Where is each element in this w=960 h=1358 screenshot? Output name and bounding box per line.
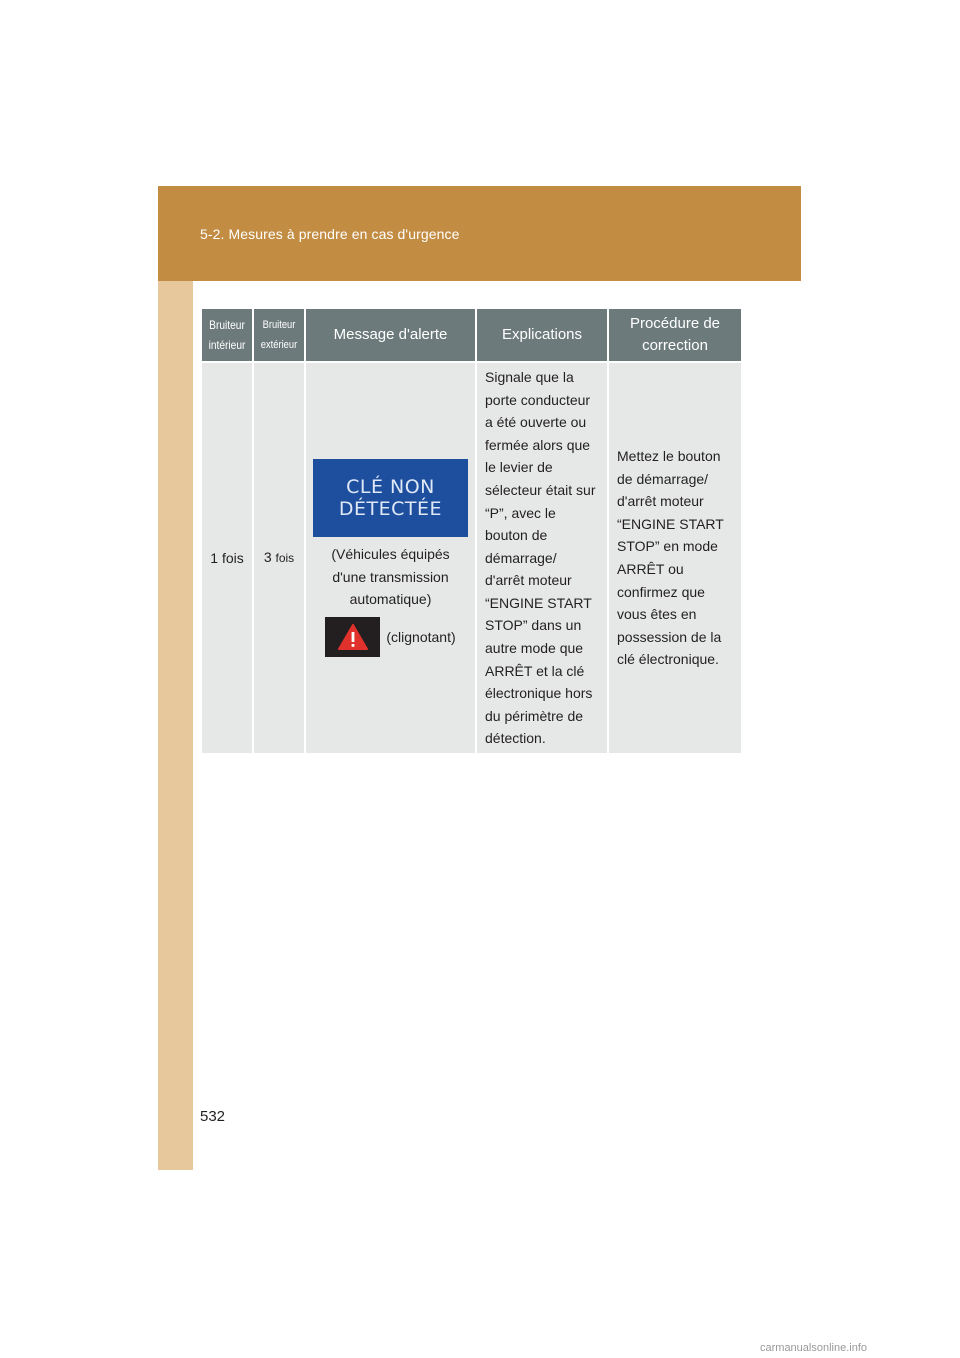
display-line: DÉTECTÉE [338,498,443,521]
watermark: carmanualsonline.info [760,1342,868,1354]
vehicle-note: (Véhicules équipés d'une transmission automatique) [331,546,450,608]
flashing-indicator [306,617,475,657]
table-row [202,361,741,753]
page-side-strip [158,186,193,1170]
flash-label: (clignotant) [386,628,456,645]
page-number: 532 [200,1108,226,1125]
header-interior-buzzer: Bruiteur intérieur [202,309,254,361]
explanation-cell: Signale que la porte conducteur a été ouverte ou fermée alors que le levier de sélecteur était sur “P”, avec le bouton de démarrage/ d'arrêt moteur “ENGINE START STOP” dans un autre mode que ARRÊT et la clé électronique hors du périmètre de détection. [477,361,609,753]
correction-cell: Mettez le bouton de démarrage/ d'arrêt moteur “ENGINE START STOP” en mode ARRÊT ou confirmez que vous êtes en possession de la clé électronique. [609,361,741,753]
interior-buzzer-count: 1 fois [202,361,254,753]
exterior-buzzer-count: 3 fois [254,361,306,753]
warning-message-cell [306,361,477,753]
multi-information-display [313,459,468,537]
master-warning-icon [325,617,380,657]
header-warning-message: Message d'alerte [306,309,477,361]
section-title: 5-2. Mesures à prendre en cas d'urgence [200,226,460,242]
table-header-row [202,309,741,361]
header-correction: Procédure de correction [609,309,741,361]
header-exterior-buzzer: Bruiteur extérieur [254,309,306,361]
warning-table [202,309,741,753]
header-explanations: Explications [477,309,609,361]
display-line: CLÉ NON [346,476,435,499]
